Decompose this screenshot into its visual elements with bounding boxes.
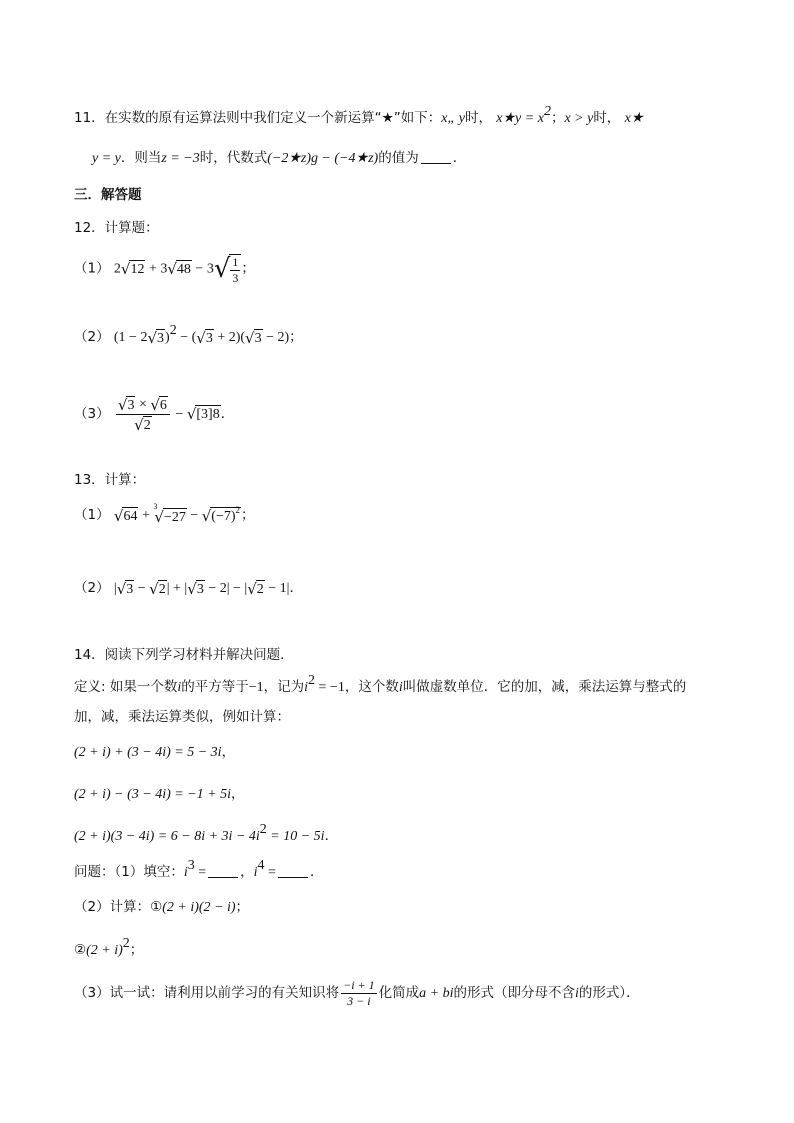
q12-p2-close: )	[165, 330, 170, 345]
q12-p3-rad1: 3	[127, 397, 135, 413]
q14-ex3-end: ．	[324, 828, 339, 844]
q14-q1-comma: ，	[240, 864, 254, 880]
q13-p2-minus1: −	[134, 581, 150, 596]
q14-def-e: 叫做虚数单位．它的加，减，乘法运算与整式的	[402, 679, 687, 695]
q13-p1-rad3-wrap	[210, 504, 241, 525]
q14-example1	[74, 742, 235, 763]
q12-part1	[74, 252, 255, 286]
q14-q1-blank2[interactable]	[278, 863, 308, 878]
q12-p1-radicand-12: 12	[130, 262, 145, 277]
q12-p1-sqrt-12: √ 12	[120, 260, 145, 278]
q14-def-eq: i	[304, 680, 309, 695]
q12-p2-b2: + 2)(	[213, 330, 246, 345]
q14-def-eq2: = −1	[315, 680, 345, 695]
q14-q3-fraction	[341, 978, 377, 1009]
q12-p1-coef-c: − 3	[191, 261, 214, 277]
section-title: 三．解答题	[74, 187, 142, 203]
q12-p3-end: ．	[220, 405, 235, 422]
q12-p2-sqrt-b: √ 3	[196, 328, 213, 347]
q12-p3-label: （3）	[74, 405, 110, 422]
q12-p2-label: （2）	[74, 329, 110, 345]
q14-question2b	[74, 936, 144, 961]
q14-title: 14．阅读下列学习材料并解决问题．	[74, 647, 294, 663]
q14-q3-d: 的形式）．	[578, 985, 640, 1001]
q13-p1-rad2: −27	[163, 509, 186, 525]
q11-line2	[92, 148, 466, 169]
q12-p2-end: ；	[289, 329, 303, 345]
q13-p2-mid: − 2| − |	[204, 581, 248, 596]
q13-p2-end: ．	[289, 580, 303, 596]
q12-p2-sqrt-c: √ 3	[245, 328, 262, 347]
q11-shi2: 时，	[593, 110, 621, 126]
q12-p1-end: ；	[241, 260, 255, 277]
q14-q1-i4: i	[253, 865, 258, 880]
q11-answer-blank[interactable]	[421, 149, 451, 164]
q12-p1-label: （1）	[74, 260, 110, 277]
q14-q2-end: ；	[235, 899, 250, 915]
q12-p1-coef-a: 2	[113, 261, 121, 277]
q14-def-d: ，这个数	[344, 679, 399, 695]
q11-mid: ．则当	[120, 150, 162, 166]
q12-p1-frac-num: 1	[232, 255, 239, 269]
q12-part2	[74, 323, 303, 348]
q14-q2b-exp: 2	[122, 936, 130, 951]
q14-ex3-b: = 10 − 5i	[266, 829, 325, 844]
q14-question3	[74, 978, 640, 1009]
q12-p3-den-rad: 2	[143, 417, 151, 433]
q13-p2-r3: 3	[196, 581, 204, 597]
q13-p1-cbrt-index: 3	[153, 501, 158, 511]
q11-z-value: z = −3	[161, 151, 200, 166]
q14-def-neg1: −1	[248, 680, 264, 695]
q14-ex3-a: (2 + i)(3 − 4i) = 6 − 8i + 3i − 4i	[74, 829, 260, 844]
q13-p2-label: （2）	[74, 580, 110, 596]
q14-def-b: 的平方等于	[181, 679, 249, 695]
q12-p3-times: ×	[135, 397, 151, 412]
q14-q1-i3: i	[183, 865, 188, 880]
q14-q1-label: 问题：（1）填空：	[74, 864, 184, 880]
q14-q1-i4-exp: 4	[257, 858, 265, 873]
q12-p2-sqrt-a: √ 3	[147, 328, 165, 347]
q12-p1-coef-b: + 3	[145, 261, 168, 277]
q11-intro: 11．在实数的原有运算法则中我们定义一个新运算“★”如下：	[74, 110, 442, 126]
q12-p2-rad-c: 3	[254, 330, 262, 346]
q12-p3-denominator: √ 2	[134, 415, 151, 434]
q13-p1-rad3-exp: 2	[235, 504, 241, 515]
q14-def-i2: i	[398, 680, 403, 695]
q12-title: 12．计算题：	[74, 220, 159, 236]
q11-dot: ．	[452, 150, 467, 166]
q13-p1-plus: +	[138, 508, 154, 523]
q14-def-c: ，记为	[263, 679, 305, 695]
q12-p1-frac-den: 3	[232, 271, 239, 285]
q14-example3	[74, 822, 339, 847]
q12-p3-numerator: √ 3 × √ 6	[116, 395, 170, 415]
q13-p1-sqrt-sq: √ $(-7)^2$	[201, 504, 241, 525]
q13-title: 13．计算：	[74, 472, 146, 488]
q11-rule1: x★y = x	[496, 111, 544, 126]
q14-question2	[74, 897, 249, 918]
q11-mid2: 时，代数式	[199, 150, 268, 166]
q13-p1-rad1: 64	[123, 508, 138, 524]
q14-q1-blank1[interactable]	[208, 863, 238, 878]
q14-q2b-label: ②	[74, 942, 87, 958]
q14-example2	[74, 784, 245, 805]
q14-q3-i: i	[574, 986, 579, 1001]
q14-q1-eq: =	[194, 865, 207, 880]
q13-part2: （2） | √ 3 − √ 2 | + | √ 3 − 2| − | √ 2 − 1|．	[74, 579, 303, 598]
q13-p1-sqrt-64: √ 64	[113, 506, 138, 525]
q14-definition-line1	[74, 673, 687, 698]
q13-p2-r2: 2	[158, 581, 166, 597]
q13-p1-end: ；	[241, 507, 255, 523]
q14-q3-numerator: −i + 1	[343, 978, 375, 992]
q14-question1	[74, 858, 324, 883]
q13-p1-label: （1）	[74, 507, 110, 523]
q11-shi1: 时，	[465, 110, 492, 126]
q12-part3	[74, 395, 234, 434]
q14-def-i: i	[177, 680, 182, 695]
q13-p2-abs-open: |	[113, 581, 117, 596]
q14-q1-i3-exp: 3	[187, 858, 195, 873]
q14-definition-line2: 加，减，乘法运算类似，例如计算：	[74, 709, 290, 725]
q12-p3-rad2: 6	[159, 397, 167, 413]
q14-q3-c: 的形式（即分母不含	[453, 985, 575, 1001]
q12-p3-sqrt-bracket: √ [3]8	[186, 405, 220, 424]
q14-q3-denominator: 3 − i	[347, 994, 371, 1008]
q14-ex1-end: ，	[221, 744, 236, 760]
q12-p3-fraction	[116, 395, 170, 434]
q12-p2-rad-a: 3	[157, 330, 165, 346]
q13-p2-r4: 2	[256, 581, 264, 597]
q14-def-eq-exp: 2	[308, 673, 316, 688]
q11-rule2: y = y	[92, 151, 121, 166]
q12-p2-exp: 2	[169, 323, 177, 338]
q11-rule1-exp: 2	[543, 104, 551, 119]
q14-ex2-expr: (2 + i) − (3 − 4i) = −1 + 5i	[74, 787, 232, 802]
q11-rule2-start: x★	[624, 111, 644, 126]
q14-q3-label: （3）试一试：请利用以前学习的有关知识将	[74, 985, 340, 1001]
q14-ex3-exp: 2	[259, 822, 267, 837]
q12-p2-a: (1 − 2	[113, 330, 148, 345]
q13-p1-cbrt: 3 √ −27	[153, 506, 186, 526]
q12-p3-minus: −	[171, 406, 187, 422]
q14-q2-label: （2）计算：①	[74, 899, 163, 915]
q11-end: 的值为	[378, 150, 419, 166]
q11-cond1: x„ y	[441, 111, 465, 126]
q12-p2-b3: − 2)	[262, 330, 290, 345]
q13-p1-minus: −	[186, 508, 202, 523]
q13-part1	[74, 501, 255, 526]
q14-ex1-expr: (2 + i) + (3 − 4i) = 5 − 3i	[74, 745, 222, 760]
q14-q3-b: 化简成	[378, 985, 420, 1001]
q14-q1-eq2: =	[264, 865, 276, 880]
q14-q2b-expr: (2 + i)	[86, 943, 123, 958]
q12-p2-b: − (	[176, 330, 197, 345]
q11-line1	[74, 104, 644, 129]
q11-cond2: x > y	[564, 111, 594, 126]
q12-p1-sqrt-frac: √ $\frac{1}{3}$	[214, 252, 242, 286]
q13-p2-tail: − 1|	[264, 581, 290, 596]
q12-p1-sqrt-48: √ 48	[167, 260, 191, 278]
q14-q3-form: a + bi	[419, 986, 454, 1001]
q12-p1-radicand-48: 48	[176, 262, 191, 277]
q12-p3-rad3: [3]8	[196, 407, 220, 423]
q14-q1-end: ．	[309, 864, 324, 880]
q14-ex2-end: ，	[231, 786, 245, 802]
q11-expression: (−2★z)g − (−4★z)	[267, 151, 379, 166]
q13-p1-rad3: (−7)	[211, 508, 236, 524]
q12-p2-rad-b: 3	[205, 330, 213, 346]
q14-q2b-end: ；	[129, 942, 144, 958]
q14-q2-expr: (2 + i)(2 − i)	[162, 900, 236, 915]
q14-def-a: 定义: 如果一个数	[74, 679, 178, 695]
q13-p2-b: | + |	[166, 581, 188, 596]
q13-p2-r1: 3	[126, 581, 134, 597]
q11-semicolon: ；	[550, 110, 565, 126]
